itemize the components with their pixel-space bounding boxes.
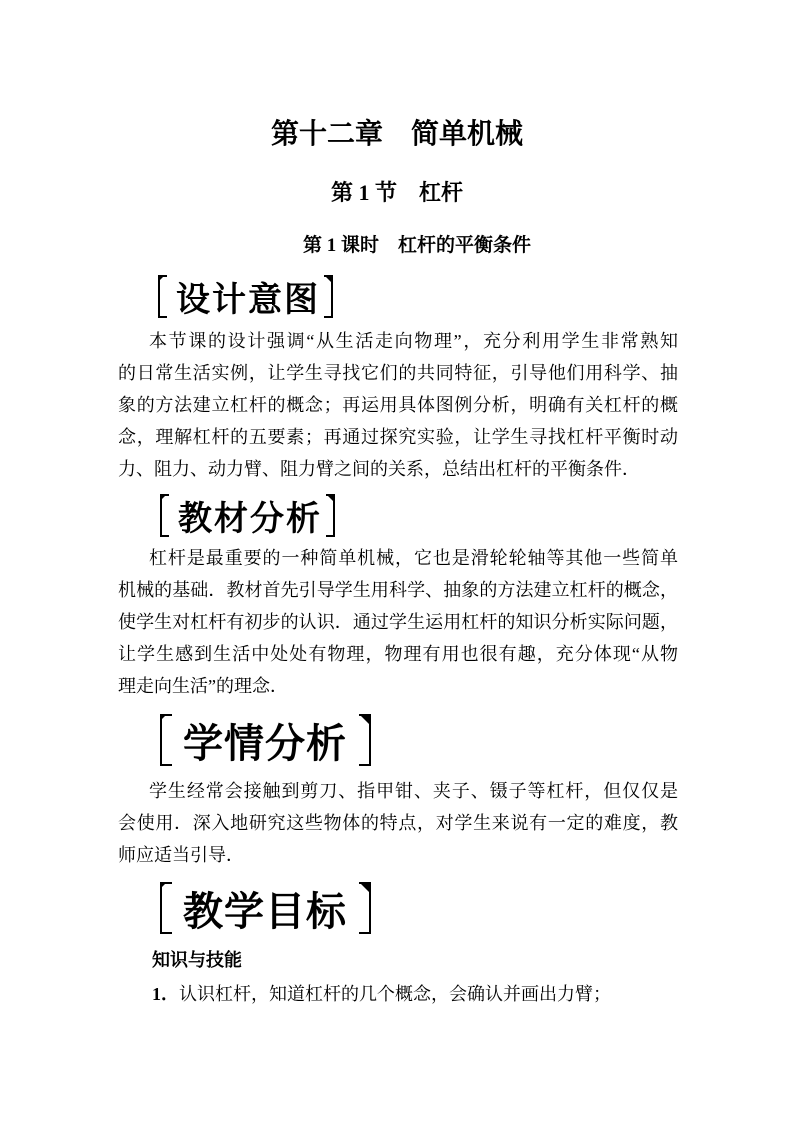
section-heading-design-intent [158, 275, 333, 318]
paragraph-line: 念，理解杠杆的五要素；再通过探究实验，让学生寻找杠杆平衡时动 [118, 427, 678, 447]
objectives-subheading: 知识与技能 [152, 950, 242, 970]
left-bracket-ornament [160, 882, 172, 934]
textbook-analysis-paragraph [118, 542, 678, 702]
left-bracket-ornament [160, 494, 169, 537]
objective-item [152, 979, 611, 1009]
right-bracket-ornament [359, 714, 371, 766]
right-bracket-ornament [324, 275, 333, 318]
paragraph-line: 力、阻力、动力臂、阻力臂之间的关系，总结出杠杆的平衡条件． [118, 459, 640, 479]
section-heading-teaching-objectives [160, 882, 371, 934]
paragraph-line: 让学生感到生活中处处有物理，物理有用也很有趣，充分体现“从物 [118, 644, 678, 664]
left-bracket-ornament [158, 275, 167, 318]
paragraph-line: 的日常生活实例，让学生寻找它们的共同特征，引导他们用科学、抽 [118, 363, 678, 383]
section-heading-text: 设计意图 [176, 280, 320, 320]
paragraph-line: 本节课的设计强调“从生活走向物理”，充分利用学生非常熟知 [149, 331, 678, 351]
paragraph-line: 机械的基础．教材首先引导学生用科学、抽象的方法建立杠杆的概念， [118, 580, 678, 600]
chapter-title: 第十二章 简单机械 [270, 119, 523, 150]
section-heading-text: 教学目标 [183, 888, 347, 935]
objective-number: 1． [152, 984, 179, 1004]
section-heading-text: 学情分析 [183, 720, 347, 767]
lesson-title: 第 1 课时 杠杆的平衡条件 [302, 235, 531, 256]
paragraph-line: 师应适当引导． [118, 845, 244, 865]
right-bracket-ornament [326, 494, 335, 537]
section-heading-textbook-analysis [160, 494, 335, 537]
paragraph-line: 象的方法建立杠杆的概念；再运用具体图例分析，明确有关杠杆的概 [118, 395, 678, 415]
objective-text: 认识杠杆，知道杠杆的几个概念，会确认并画出力臂； [179, 984, 611, 1004]
right-bracket-ornament [359, 882, 371, 934]
design-intent-paragraph [118, 325, 678, 485]
section-heading-text: 教材分析 [178, 499, 322, 539]
paragraph-line: 学生经常会接触到剪刀、指甲钳、夹子、镊子等杠杆，但仅仅是 [149, 781, 678, 801]
paragraph-line: 理走向生活”的理念． [118, 676, 288, 696]
left-bracket-ornament [160, 714, 172, 766]
student-analysis-paragraph [118, 775, 678, 871]
section-title: 第 1 节 杠杆 [330, 180, 463, 205]
paragraph-line: 会使用．深入地研究这些物体的特点，对学生来说有一定的难度，教 [118, 813, 678, 833]
paragraph-line: 使学生对杠杆有初步的认识．通过学生运用杠杆的知识分析实际问题， [118, 612, 678, 632]
section-heading-student-analysis [160, 714, 371, 766]
paragraph-line: 杠杆是最重要的一种简单机械，它也是滑轮轮轴等其他一些简单 [149, 548, 678, 568]
